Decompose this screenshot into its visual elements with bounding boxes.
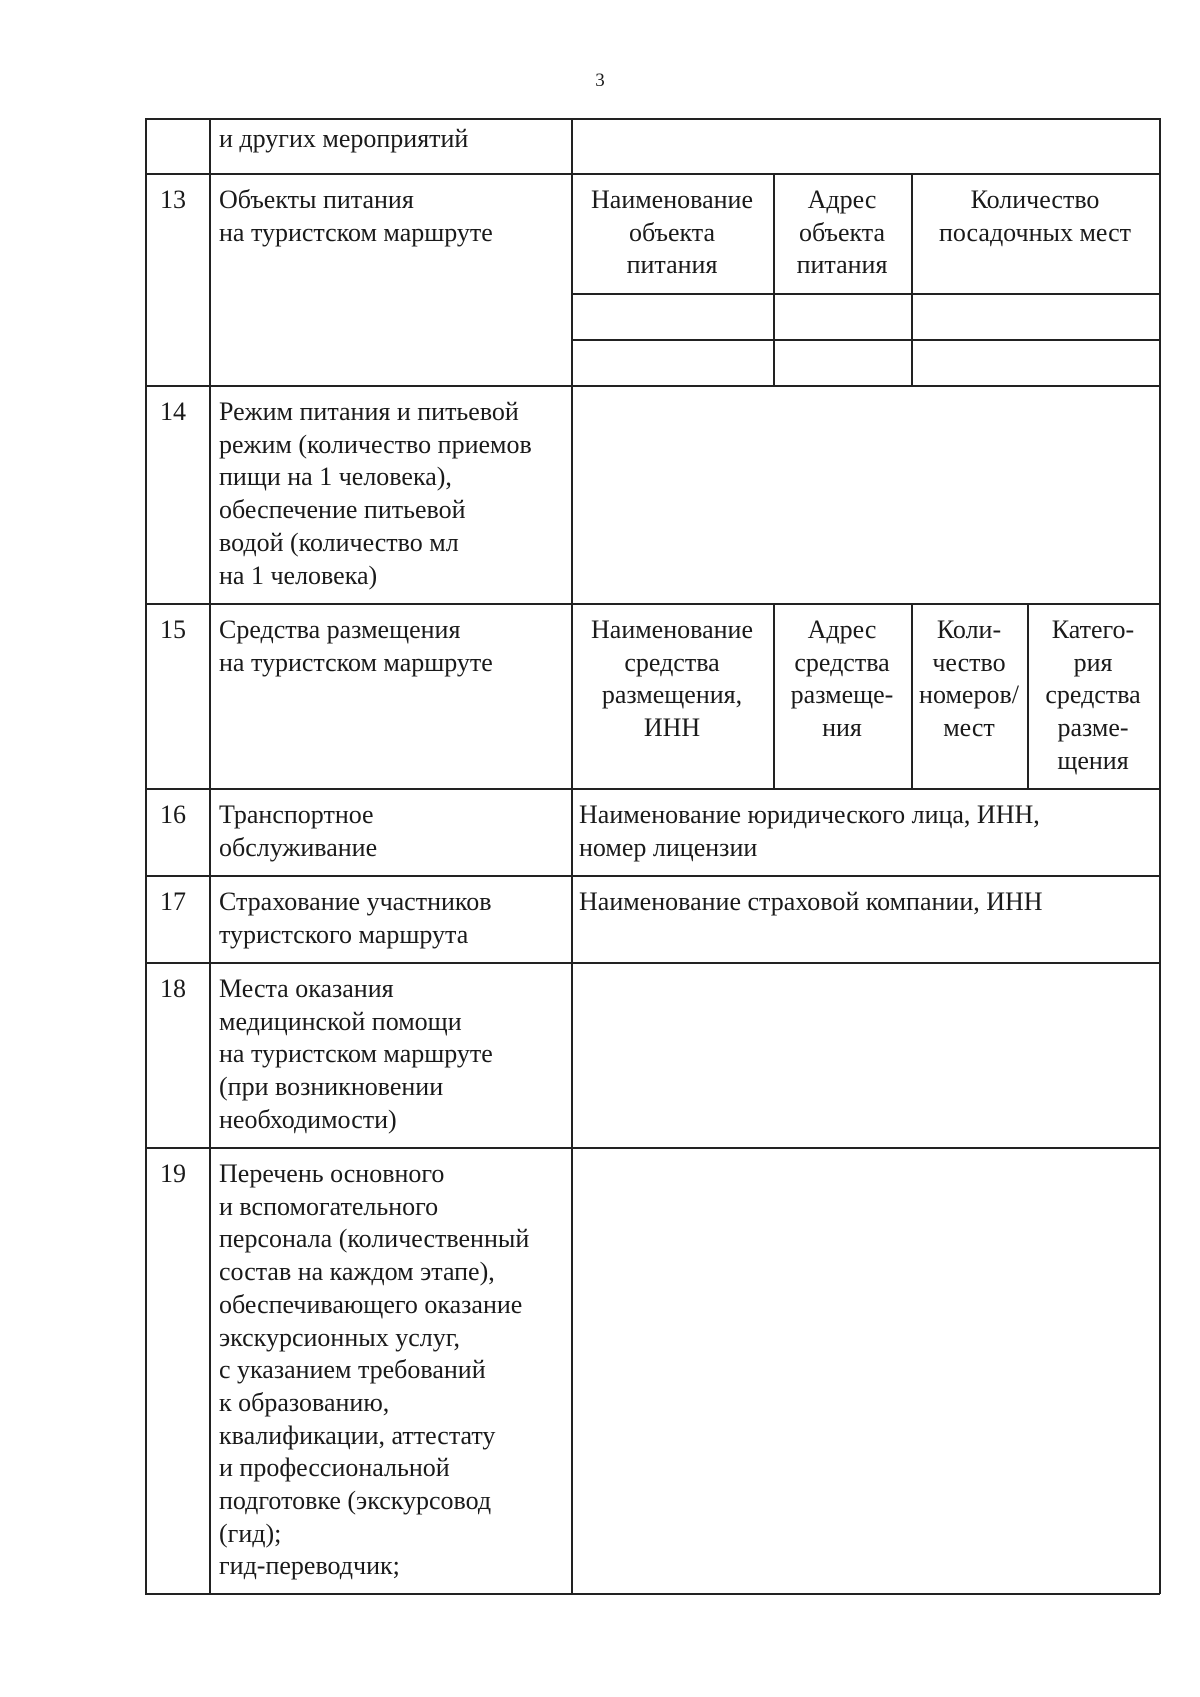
column-header: Адрес средства размеще- ния — [790, 615, 894, 743]
row-number: 16 — [160, 800, 186, 829]
column-divider — [571, 118, 573, 1594]
row-value — [571, 962, 1159, 1147]
row-label: Страхование участников туристского маршрута — [219, 887, 492, 949]
column-divider — [773, 603, 775, 788]
row-divider — [145, 173, 1160, 175]
table-border — [145, 118, 1160, 120]
row-label: Перечень основного и вспомогательного персонала (количественный состав на каждом этапе), обеспечивающего оказание экскурсионных услуг, с указанием требований к образованию, квалификации, аттестату и профессиональной подготовке (экскурсовод (гид); гид-переводчик; — [219, 1159, 530, 1581]
table-border — [145, 118, 147, 1594]
column-divider — [911, 173, 913, 385]
column-header: Наименование объекта питания — [591, 185, 753, 280]
row-label: и других мероприятий — [219, 124, 469, 153]
column-divider — [1027, 603, 1029, 788]
row-number: 19 — [160, 1159, 186, 1188]
subrow-divider — [571, 293, 1160, 295]
row-label: Места оказания медицинской помощи на туристском маршруте (при возникновении необходимости) — [219, 974, 493, 1134]
column-header: Адрес объекта питания — [796, 185, 888, 280]
column-divider — [911, 603, 913, 788]
row-divider — [145, 1147, 1160, 1149]
row-value — [571, 118, 1159, 173]
column-header: Наименование средства размещения, ИНН — [591, 615, 753, 743]
subrow-divider — [571, 339, 1160, 341]
row-value: Наименование юридического лица, ИНН, номер лицензии — [579, 800, 1040, 862]
row-label: Объекты питания на туристском маршруте — [219, 185, 493, 247]
row-number: 14 — [160, 397, 186, 426]
row-divider — [145, 788, 1160, 790]
page-number: 3 — [595, 70, 605, 91]
row-number: 13 — [160, 185, 186, 214]
column-header: Катего- рия средства разме- щения — [1045, 615, 1141, 775]
row-label: Режим питания и питьевой режим (количество приемов пищи на 1 человека), обеспечение питьевой водой (количество мл на 1 человека) — [219, 397, 532, 590]
row-value: Наименование страховой компании, ИНН — [579, 887, 1043, 916]
row-divider — [145, 603, 1160, 605]
row-divider — [145, 385, 1160, 387]
table-border — [145, 1593, 1160, 1595]
row-number — [145, 118, 209, 173]
row-value — [571, 385, 1159, 603]
row-label: Транспортное обслуживание — [219, 800, 378, 862]
row-number: 15 — [160, 615, 186, 644]
column-header: Коли- чество номеров/ мест — [919, 615, 1019, 743]
table-border — [1159, 118, 1161, 1594]
column-header: Количество посадочных мест — [938, 185, 1132, 247]
row-label: Средства размещения на туристском маршруте — [219, 615, 493, 677]
row-number: 18 — [160, 974, 186, 1003]
column-divider — [209, 118, 211, 1594]
row-divider — [145, 875, 1160, 877]
row-divider — [145, 962, 1160, 964]
column-divider — [773, 173, 775, 385]
row-value — [571, 1147, 1159, 1593]
row-number: 17 — [160, 887, 186, 916]
